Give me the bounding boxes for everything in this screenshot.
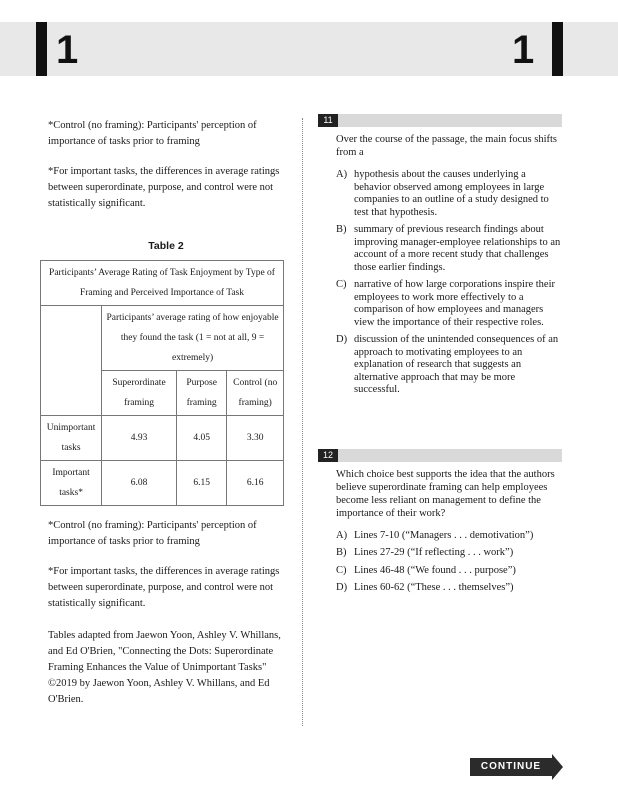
question-prompt: Over the course of the passage, the main focus shifts from a xyxy=(336,134,558,158)
table-empty-cell xyxy=(41,371,102,416)
choice-text: discussion of the unintended consequences of an approach to motivating employees to an explanation of research that suggests an alternative approach that may be more successful. xyxy=(354,334,559,395)
table-cell: 4.05 xyxy=(176,416,226,461)
choice-text: Lines 46-48 (“We found . . . purpose”) xyxy=(354,564,516,576)
table-row xyxy=(41,416,284,461)
choice-text: narrative of how large corporations inspire their employees to work more effectively to a comparison of how employees and managers view the importance of their respective roles. xyxy=(354,279,555,328)
table-header-row xyxy=(41,371,284,416)
choice-text: Lines 7-10 (“Managers . . . demotivation”) xyxy=(354,529,534,541)
table-column-header: Purpose framing xyxy=(176,371,226,416)
question-11 xyxy=(318,114,562,397)
answer-choice-d[interactable] xyxy=(336,334,562,397)
footnote-significance: *For important tasks, the differences in average ratings between superordinate, purpose, and control were not statistically significant. xyxy=(48,166,280,209)
table-cell: 4.93 xyxy=(102,416,177,461)
answer-choices xyxy=(336,169,562,397)
section-number-left: 1 xyxy=(56,28,79,72)
table-title: Table 2 xyxy=(148,240,184,252)
table-group-header: Participants’ average rating of how enjoyable they found the task (1 = not at all, 9 = extremely) xyxy=(102,306,284,371)
table-cell: 3.30 xyxy=(227,416,284,461)
question-number: 11 xyxy=(318,114,338,127)
table-column-header: Superordinate framing xyxy=(102,371,177,416)
choice-letter: A) xyxy=(336,169,348,180)
choice-text: Lines 27-29 (“If reflecting . . . work”) xyxy=(354,547,514,558)
question-bar xyxy=(318,114,562,127)
continue-button[interactable]: CONTINUE xyxy=(470,758,552,776)
section-number-right: 1 xyxy=(512,28,535,72)
right-corner-mark xyxy=(552,22,563,76)
left-column xyxy=(48,118,284,722)
answer-choice-a[interactable] xyxy=(336,530,562,543)
footnote-control: *Control (no framing): Participants' perception of importance of tasks prior to framing xyxy=(48,120,257,147)
table-cell: 6.16 xyxy=(227,461,284,506)
source-citation: Tables adapted from Jaewon Yoon, Ashley V. Whillans, and Ed O'Brien, "Connecting the Dots: Superordinate Framing Enhances the Value of Unimportant Tasks" ©2019 by Jaewon Yoon, Ashley V. Whillans, and Ed O'Brien. xyxy=(48,630,281,705)
question-bar xyxy=(318,449,562,462)
choice-letter: C) xyxy=(336,564,347,576)
choice-letter: D) xyxy=(336,582,348,593)
question-number: 12 xyxy=(318,449,338,462)
question-prompt: Which choice best supports the idea that the authors believe superordinate framing can help employees become less reliant on management to define the importance of their work? xyxy=(336,468,555,519)
choice-letter: B) xyxy=(336,224,347,235)
table-row-label: Unimportant tasks xyxy=(41,416,102,461)
table-group-row xyxy=(41,306,284,371)
footnote-control-2: *Control (no framing): Participants' perception of importance of tasks prior to framing xyxy=(48,520,257,547)
table-empty-cell xyxy=(41,306,102,371)
question-12 xyxy=(318,449,562,595)
table-cell: 6.15 xyxy=(176,461,226,506)
answer-choice-d[interactable] xyxy=(336,582,562,595)
choice-letter: C) xyxy=(336,279,347,290)
right-column xyxy=(318,114,562,600)
table-caption-row xyxy=(41,261,284,306)
arrow-right-icon[interactable] xyxy=(552,754,563,780)
column-divider xyxy=(302,118,303,726)
choice-letter: B) xyxy=(336,547,347,558)
answer-choice-c[interactable] xyxy=(336,565,562,578)
choice-text: hypothesis about the causes underlying a behavior observed among employees in large companies to an outline of a study designed to test that hypothesis. xyxy=(354,169,549,218)
table-column-header: Control (no framing) xyxy=(227,371,284,416)
data-table xyxy=(40,260,284,506)
choice-text: summary of previous research findings about improving manager-employee relationships to an account of a more recent study that challenges those earlier findings. xyxy=(354,224,561,273)
left-corner-mark xyxy=(36,22,47,76)
footnote-significance-2: *For important tasks, the differences in average ratings between superordinate, purpose, and control were not statistically significant. xyxy=(48,566,280,609)
answer-choice-a[interactable] xyxy=(336,169,562,219)
answer-choice-b[interactable] xyxy=(336,224,562,274)
answer-choices xyxy=(336,530,562,595)
table-row-label: Important tasks* xyxy=(41,461,102,506)
table-cell: 6.08 xyxy=(102,461,177,506)
choice-letter: A) xyxy=(336,529,348,541)
table-row xyxy=(41,461,284,506)
answer-choice-b[interactable] xyxy=(336,547,562,560)
answer-choice-c[interactable] xyxy=(336,279,562,329)
table-caption: Participants’ Average Rating of Task Enjoyment by Type of Framing and Perceived Importance of Task xyxy=(41,261,284,306)
choice-letter: D) xyxy=(336,334,348,345)
choice-text: Lines 60-62 (“These . . . themselves”) xyxy=(354,582,514,593)
